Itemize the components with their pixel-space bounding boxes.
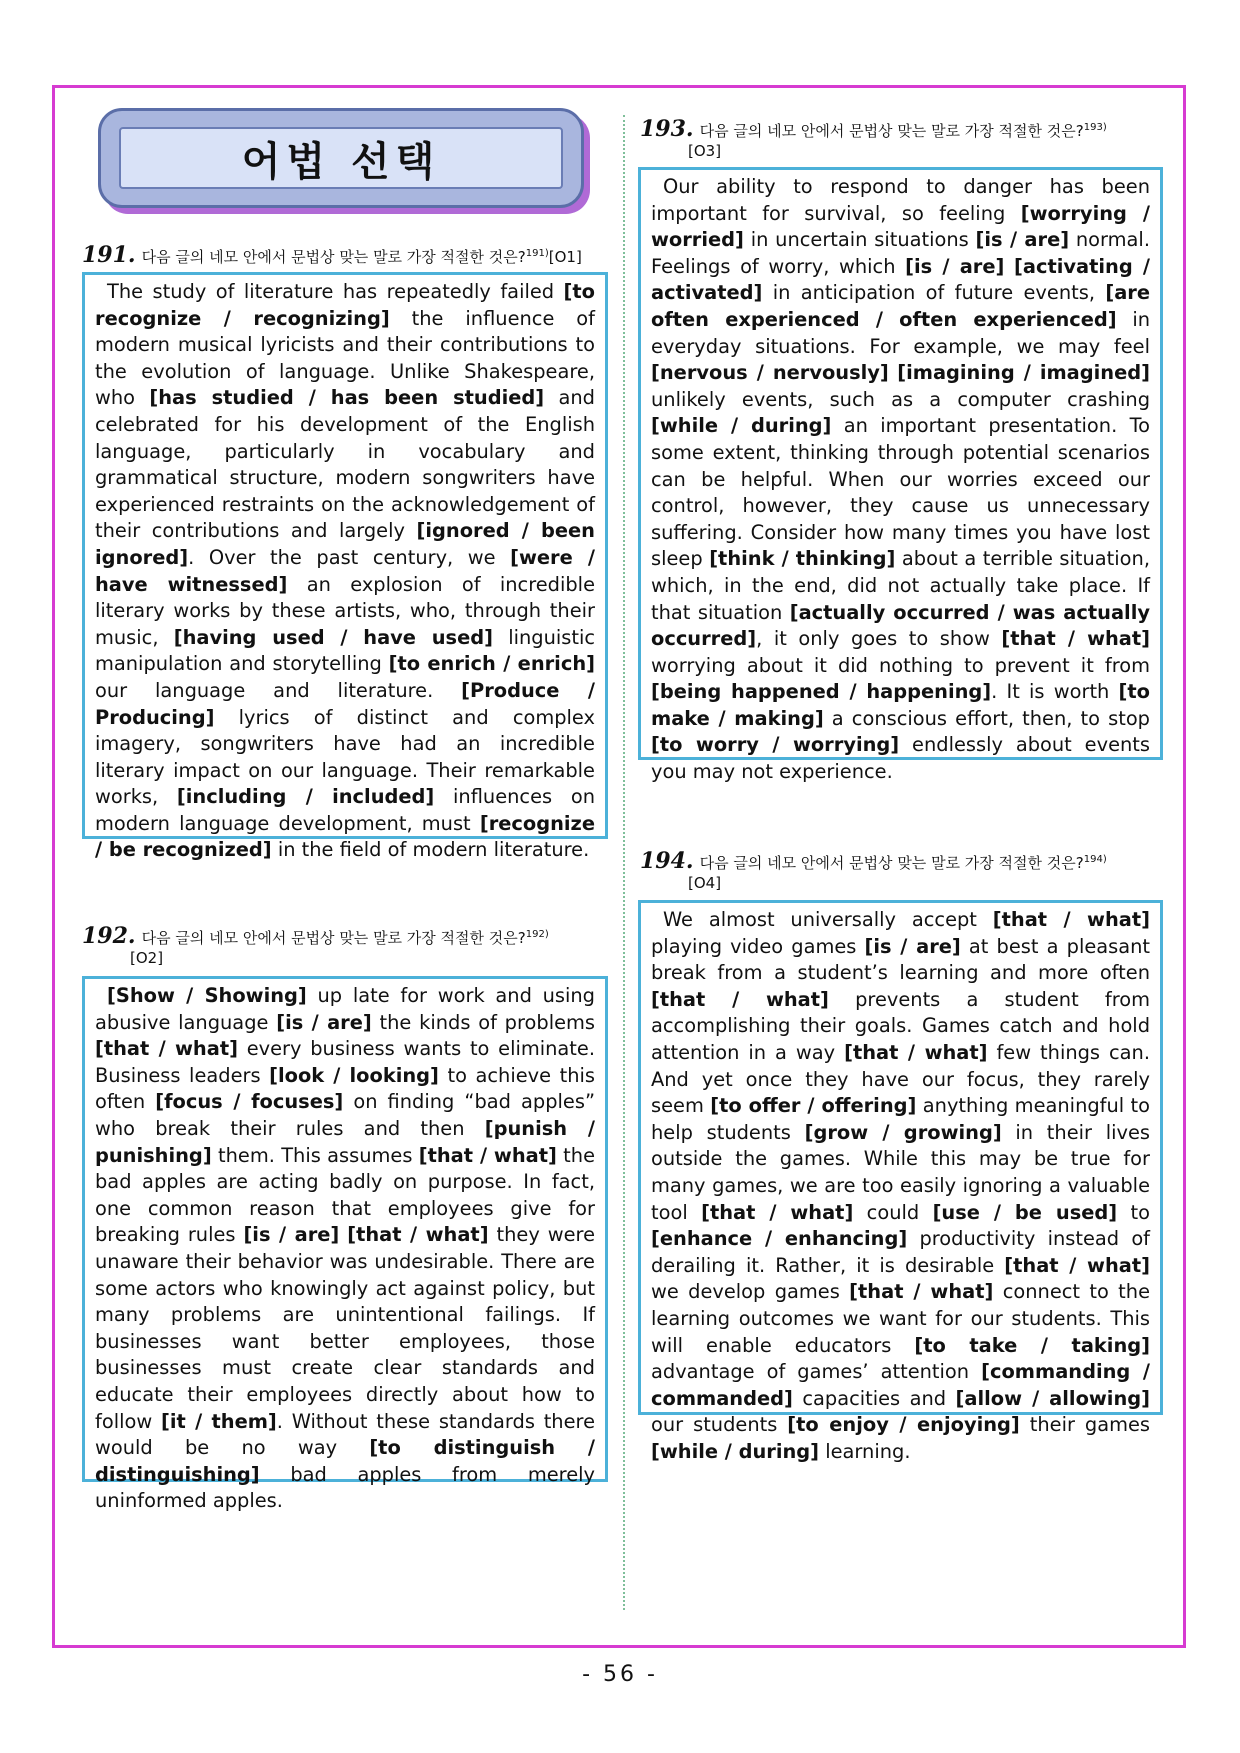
grammar-choice: [commanding / commanded] bbox=[651, 1360, 1150, 1410]
grammar-choice: [Show / Showing] bbox=[107, 984, 307, 1007]
question-code: [O1] bbox=[548, 248, 582, 266]
grammar-choice: [to make / making] bbox=[651, 680, 1150, 730]
passage-segment: our students bbox=[651, 1413, 788, 1437]
passage-text bbox=[95, 279, 595, 864]
grammar-choice: [that / what] bbox=[992, 908, 1150, 931]
grammar-choice: [that / what] bbox=[95, 1037, 238, 1061]
passage-segment: anything meaningful to help students bbox=[651, 1094, 1151, 1144]
passage-segment: an explosion of incredible literary works by these artists, who, through their music, bbox=[95, 572, 595, 649]
grammar-choice: [that / what] bbox=[1001, 627, 1151, 651]
page-number: - 56 - bbox=[582, 1662, 658, 1687]
grammar-choice: [to enjoy / enjoying] bbox=[787, 1413, 1020, 1437]
question-footnote-ref: 194) bbox=[1083, 854, 1107, 865]
passage-segment: advantage of games’ attention bbox=[651, 1360, 982, 1384]
passage-box-192 bbox=[82, 976, 608, 1513]
passage-segment: they were unaware their behavior was undesirable. There are some actors who knowingly act against policy, but many problems are unintentional failings. If businesses want better employees, those businesses must create clear standards and educate their employees directly about how to follow bbox=[95, 1223, 596, 1433]
passage-segment: bad apples from merely uninformed apples. bbox=[95, 1462, 595, 1513]
grammar-choice: [having used / have used] bbox=[173, 625, 493, 649]
passage-segment: few things can. And yet once they have our focus, they rarely seem bbox=[651, 1040, 1151, 1118]
column-divider bbox=[623, 115, 625, 1610]
question-number: 194. bbox=[640, 848, 694, 874]
grammar-choice: [while / during] bbox=[651, 414, 832, 438]
question-code: [O2] bbox=[130, 949, 164, 967]
passage-segment: normal. Feelings of worry, which bbox=[651, 228, 1150, 278]
passage-segment: could bbox=[853, 1200, 933, 1224]
passage-segment: an important presentation. To some extent, thinking through potential scenarios can be helpful. When our worries exceed our control, however, they cause us unnecessary suffering. Consider how many times you have lost sleep bbox=[651, 414, 1150, 571]
grammar-choice: [that / what] bbox=[651, 987, 829, 1011]
grammar-choice: [enhance / enhancing] bbox=[651, 1227, 908, 1251]
grammar-choice: [is / are] bbox=[864, 934, 961, 958]
passage-segment: connect to the learning outcomes we want for our students. This will enable educators bbox=[651, 1280, 1150, 1357]
grammar-choice: [allow / allowing] bbox=[955, 1386, 1150, 1410]
question-footnote-ref: 192) bbox=[525, 929, 549, 940]
grammar-choice: [to distinguish / distinguishing] bbox=[95, 1436, 595, 1486]
question-instruction: 다음 글의 네모 안에서 문법상 맞는 말로 가장 적절한 것은? bbox=[141, 248, 526, 266]
passage-segment: their games bbox=[1019, 1413, 1150, 1437]
passage-segment: about a terrible situation, which, in the end, did not actually take place. If that situation bbox=[651, 547, 1150, 624]
passage-box-193 bbox=[638, 167, 1163, 784]
grammar-choice: [to enrich / enrich] bbox=[388, 652, 595, 676]
grammar-choice: [were / have witnessed] bbox=[95, 545, 595, 596]
question-code: [O3] bbox=[688, 142, 722, 160]
passage-segment: a conscious effort, then, to stop bbox=[823, 706, 1150, 730]
grammar-choice: [are often experienced / often experienced] bbox=[651, 281, 1150, 331]
grammar-choice: [worrying / worried] bbox=[651, 201, 1150, 252]
grammar-choice: [to take / taking] bbox=[914, 1333, 1150, 1357]
grammar-choice: [Produce / Producing] bbox=[95, 678, 596, 729]
passage-segment: , it only goes to show bbox=[756, 627, 1002, 651]
passage-segment: on finding “bad apples” who break their rules and then bbox=[95, 1090, 595, 1140]
passage-segment: prevents a student from accomplishing their goals. Games catch and hold attention in a way bbox=[651, 987, 1150, 1064]
question-footnote-ref: 191) bbox=[525, 248, 549, 259]
passage-segment: playing video games bbox=[651, 934, 865, 958]
question-footnote-ref: 193) bbox=[1083, 122, 1107, 133]
passage-segment: the kinds of problems bbox=[371, 1010, 596, 1034]
grammar-choice: [punish / punishing] bbox=[95, 1116, 595, 1167]
page-title: 어법 선택 bbox=[241, 138, 441, 185]
question-instruction: 다음 글의 네모 안에서 문법상 맞는 말로 가장 적절한 것은? bbox=[141, 929, 526, 947]
passage-segment: . It is worth bbox=[991, 680, 1119, 704]
grammar-choice: [actually occurred / was actually occurred] bbox=[651, 600, 1150, 651]
passage-segment: to achieve this often bbox=[95, 1063, 595, 1114]
passage-text bbox=[651, 907, 1150, 1465]
grammar-choice: [use / be used] bbox=[932, 1200, 1118, 1224]
question-header-192 bbox=[82, 925, 612, 968]
passage-segment: we develop games bbox=[651, 1280, 850, 1304]
passage-segment: . Over the past century, we bbox=[188, 545, 511, 569]
passage-text bbox=[651, 174, 1150, 786]
grammar-choice: [nervous / nervously] bbox=[651, 361, 889, 385]
question-number: 192. bbox=[82, 923, 136, 949]
grammar-choice: [while / during] bbox=[651, 1439, 820, 1463]
title-badge-inner bbox=[119, 127, 563, 189]
grammar-choice: [is / are] bbox=[243, 1223, 340, 1247]
grammar-choice: [that / what] bbox=[418, 1143, 557, 1167]
question-header-194 bbox=[640, 850, 1170, 893]
question-header-191 bbox=[82, 244, 612, 267]
passage-segment: at best a pleasant break from a student’s learning and more often bbox=[651, 934, 1151, 985]
grammar-choice: [to worry / worrying] bbox=[651, 733, 900, 757]
grammar-choice: [is / are] bbox=[276, 1010, 372, 1034]
grammar-choice: [recognize / be recognized] bbox=[95, 811, 595, 862]
passage-segment: worrying about it did nothing to prevent it from bbox=[651, 653, 1150, 677]
question-number: 191. bbox=[82, 242, 136, 268]
question-code: [O4] bbox=[688, 874, 722, 892]
passage-segment: every business wants to eliminate. Business leaders bbox=[95, 1037, 596, 1087]
question-instruction: 다음 글의 네모 안에서 문법상 맞는 말로 가장 적절한 것은? bbox=[699, 854, 1084, 872]
grammar-choice: [it / them] bbox=[160, 1409, 277, 1433]
grammar-choice: [grow / growing] bbox=[804, 1120, 1002, 1144]
passage-segment: and celebrated for his development of the English language, particularly in vocabulary and grammatical structure, modern songwriters have experienced restraints on the acknowledgement of their contributions and largely bbox=[95, 386, 595, 543]
grammar-choice: [that / what] bbox=[844, 1040, 988, 1064]
passage-segment: Our ability to respond to danger has been important for survival, so feeling bbox=[651, 175, 1150, 225]
passage-segment: lyrics of distinct and complex imagery, songwriters have had an incredible literary impact on our language. Their remarkable works, bbox=[95, 705, 595, 809]
passage-segment: the bad apples are acting badly on purpose. In fact, one common reason that employees give for breaking rules bbox=[95, 1143, 595, 1247]
passage-segment: We almost universally accept bbox=[663, 908, 993, 931]
grammar-choice: [being happened / happening] bbox=[651, 680, 992, 704]
question-number: 193. bbox=[640, 116, 694, 142]
grammar-choice: [that / what] bbox=[1004, 1253, 1150, 1277]
grammar-choice: [has studied / has been studied] bbox=[149, 386, 545, 410]
grammar-choice: [to offer / offering] bbox=[710, 1094, 917, 1118]
grammar-choice: [that / what] bbox=[701, 1200, 854, 1224]
passage-segment bbox=[889, 361, 897, 384]
question-instruction: 다음 글의 네모 안에서 문법상 맞는 말로 가장 적절한 것은? bbox=[699, 122, 1084, 140]
passage-segment: The study of literature has repeatedly failed bbox=[107, 280, 564, 303]
passage-segment: our language and literature. bbox=[95, 678, 462, 702]
grammar-choice: [to recognize / recognizing] bbox=[95, 280, 595, 330]
passage-segment: capacities and bbox=[792, 1386, 956, 1410]
passage-segment: . Without these standards there would be no way bbox=[95, 1409, 595, 1460]
passage-segment: in anticipation of future events, bbox=[762, 281, 1106, 305]
grammar-choice: [think / thinking] bbox=[709, 547, 896, 571]
passage-segment: in uncertain situations bbox=[743, 228, 976, 252]
passage-segment: learning. bbox=[819, 1439, 911, 1463]
passage-segment: the influence of modern musical lyricists and their contributions to the evolution of language. Unlike Shakespeare, who bbox=[95, 306, 595, 410]
grammar-choice: [that / what] bbox=[849, 1280, 994, 1304]
passage-segment: in everyday situations. For example, we may feel bbox=[651, 307, 1150, 358]
passage-segment: up late for work and using abusive language bbox=[95, 984, 595, 1034]
passage-box-194 bbox=[638, 900, 1163, 1463]
grammar-choice: [look / looking] bbox=[269, 1063, 439, 1087]
passage-segment: endlessly about events you may not experience. bbox=[651, 733, 1151, 784]
passage-segment: in their lives outside the games. While this may be true for many games, we are too easily ignoring a valuable tool bbox=[651, 1120, 1150, 1224]
passage-segment bbox=[1004, 255, 1014, 278]
passage-segment: influences on modern language development, must bbox=[95, 785, 595, 835]
grammar-choice: [focus / focuses] bbox=[155, 1090, 344, 1114]
grammar-choice: [including / included] bbox=[176, 785, 435, 809]
grammar-choice: [activating / activated] bbox=[651, 254, 1151, 305]
grammar-choice: [is / are] bbox=[905, 254, 1005, 278]
passage-box-191 bbox=[82, 272, 608, 862]
grammar-choice: [that / what] bbox=[347, 1223, 489, 1247]
passage-segment: to bbox=[1117, 1200, 1150, 1224]
passage-text bbox=[95, 983, 595, 1515]
question-header-193 bbox=[640, 118, 1170, 161]
passage-segment: productivity instead of derailing it. Rather, it is desirable bbox=[651, 1227, 1151, 1277]
title-badge bbox=[98, 108, 584, 208]
passage-segment: in the field of modern literature. bbox=[271, 838, 590, 862]
passage-segment: linguistic manipulation and storytelling bbox=[95, 625, 595, 676]
grammar-choice: [imagining / imagined] bbox=[897, 361, 1150, 385]
grammar-choice: [ignored / been ignored] bbox=[95, 519, 595, 569]
passage-segment: them. This assumes bbox=[211, 1143, 419, 1167]
grammar-choice: [is / are] bbox=[975, 228, 1070, 252]
passage-segment: unlikely events, such as a computer crashing bbox=[651, 387, 1150, 411]
